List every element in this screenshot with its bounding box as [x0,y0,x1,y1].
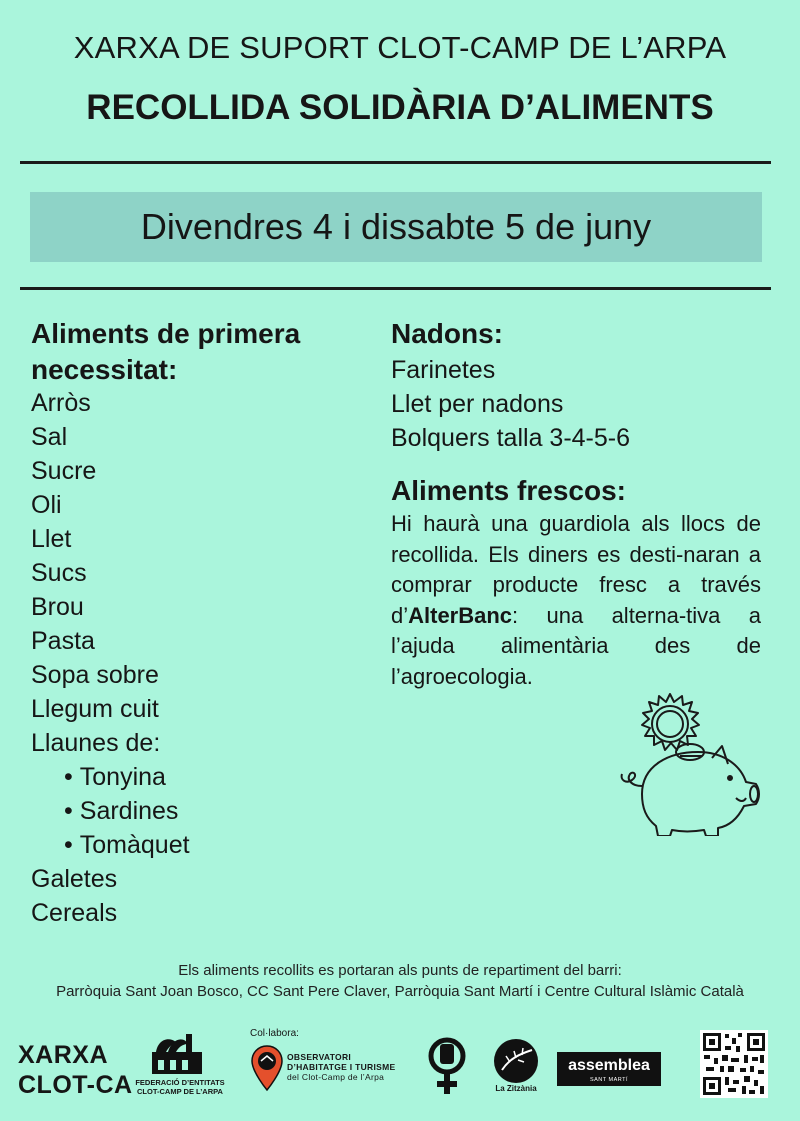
xarxa-logo-line1: XARXA [18,1041,109,1069]
list-item: Pasta [31,627,95,655]
network-title: XARXA DE SUPORT CLOT-CAMP DE L’ARPA [73,30,727,65]
list-item: Arròs [31,389,91,417]
federacio-line1: FEDERACIÓ D’ENTITATS [135,1078,225,1087]
observatori-logo-text [287,1052,395,1082]
basic-foods-title-2: necessitat: [31,354,178,385]
xarxa-logo [18,1040,133,1100]
list-item: Sucs [31,559,87,587]
list-item: Oli [31,491,62,519]
fresh-text-after: : una alterna-tiva a l’ajuda alimentària des de l’agroecologia. [391,602,761,689]
observatori-line1: OBSERVATORI [287,1052,352,1062]
assemblea-line1: assemblea [568,1057,650,1074]
list-item: Llaunes de: [31,729,161,757]
assemblea-logo [557,1052,661,1086]
list-item: Llet [31,525,72,553]
list-item: Sucre [31,457,97,485]
map-pin-icon [250,1044,284,1092]
list-item: Llegum cuit [31,695,159,723]
observatori-line2: D’HABITATGE I TURISME [287,1062,396,1072]
coin-icon [642,694,699,750]
footer-line-1: Els aliments recollits es portaran als punts de repartiment del barri: [178,962,622,979]
fresh-description [391,509,761,692]
piggy-bank-icon [618,686,766,836]
zitzania-logo-icon [490,1038,542,1084]
bullet-item: • Tonyina [31,760,371,794]
observatori-line3: del Clot-Camp de l’Arpa [287,1072,385,1082]
list-item: Sal [31,423,68,451]
assemblea-line2: SANT MARTÍ [589,1077,629,1083]
date-banner [30,192,762,262]
federacio-logo-text [135,1078,225,1096]
bullet-item: • Tomàquet [31,828,371,862]
list-item: Sopa sobre [31,661,159,689]
colabora-label: Col·labora: [250,1028,299,1039]
date-text: Divendres 4 i dissabte 5 de juny [140,206,652,247]
bullet-item: • Sardines [31,794,371,828]
bottom-divider [20,287,771,290]
alterbanc-highlight: AlterBanc [408,602,513,628]
federacio-line2: CLOT-CAMP DE L’ARPA [137,1087,223,1096]
babies-title: Nadons: [391,318,503,349]
list-item: Bolquers talla 3-4-5-6 [391,424,631,452]
footer-line-2: Parròquia Sant Joan Bosco, CC Sant Pere Claver, Parròquia Sant Martí i Centre Cultural Islàmic Català [56,983,744,1000]
fresh-title: Aliments frescos: [391,475,626,506]
list-item: Cereals [31,899,118,927]
list-item: Farinetes [391,356,496,384]
top-divider [20,161,771,164]
list-item: Brou [31,593,84,621]
zitzania-logo-text: La Zitzània [495,1084,537,1093]
list-item: Galetes [31,865,118,893]
babies-section [391,316,761,692]
footer-note [0,960,800,1002]
fresh-text-before: Hi haurà una guardiola als llocs de recollida. Els diners es desti-naran a comprar producte fresc a través d’ [391,511,761,628]
federacio-logo-icon [146,1030,208,1076]
xarxa-logo-line2: CLOT-CA [18,1071,133,1099]
qr-code-icon [700,1030,768,1098]
basic-foods-section [31,316,371,930]
list-item: Llet per nadons [391,390,564,418]
basic-foods-title-1: Aliments de primera [31,318,301,349]
event-title: RECOLLIDA SOLIDÀRIA D’ALIMENTS [86,88,714,127]
feminist-fist-icon [428,1034,466,1098]
